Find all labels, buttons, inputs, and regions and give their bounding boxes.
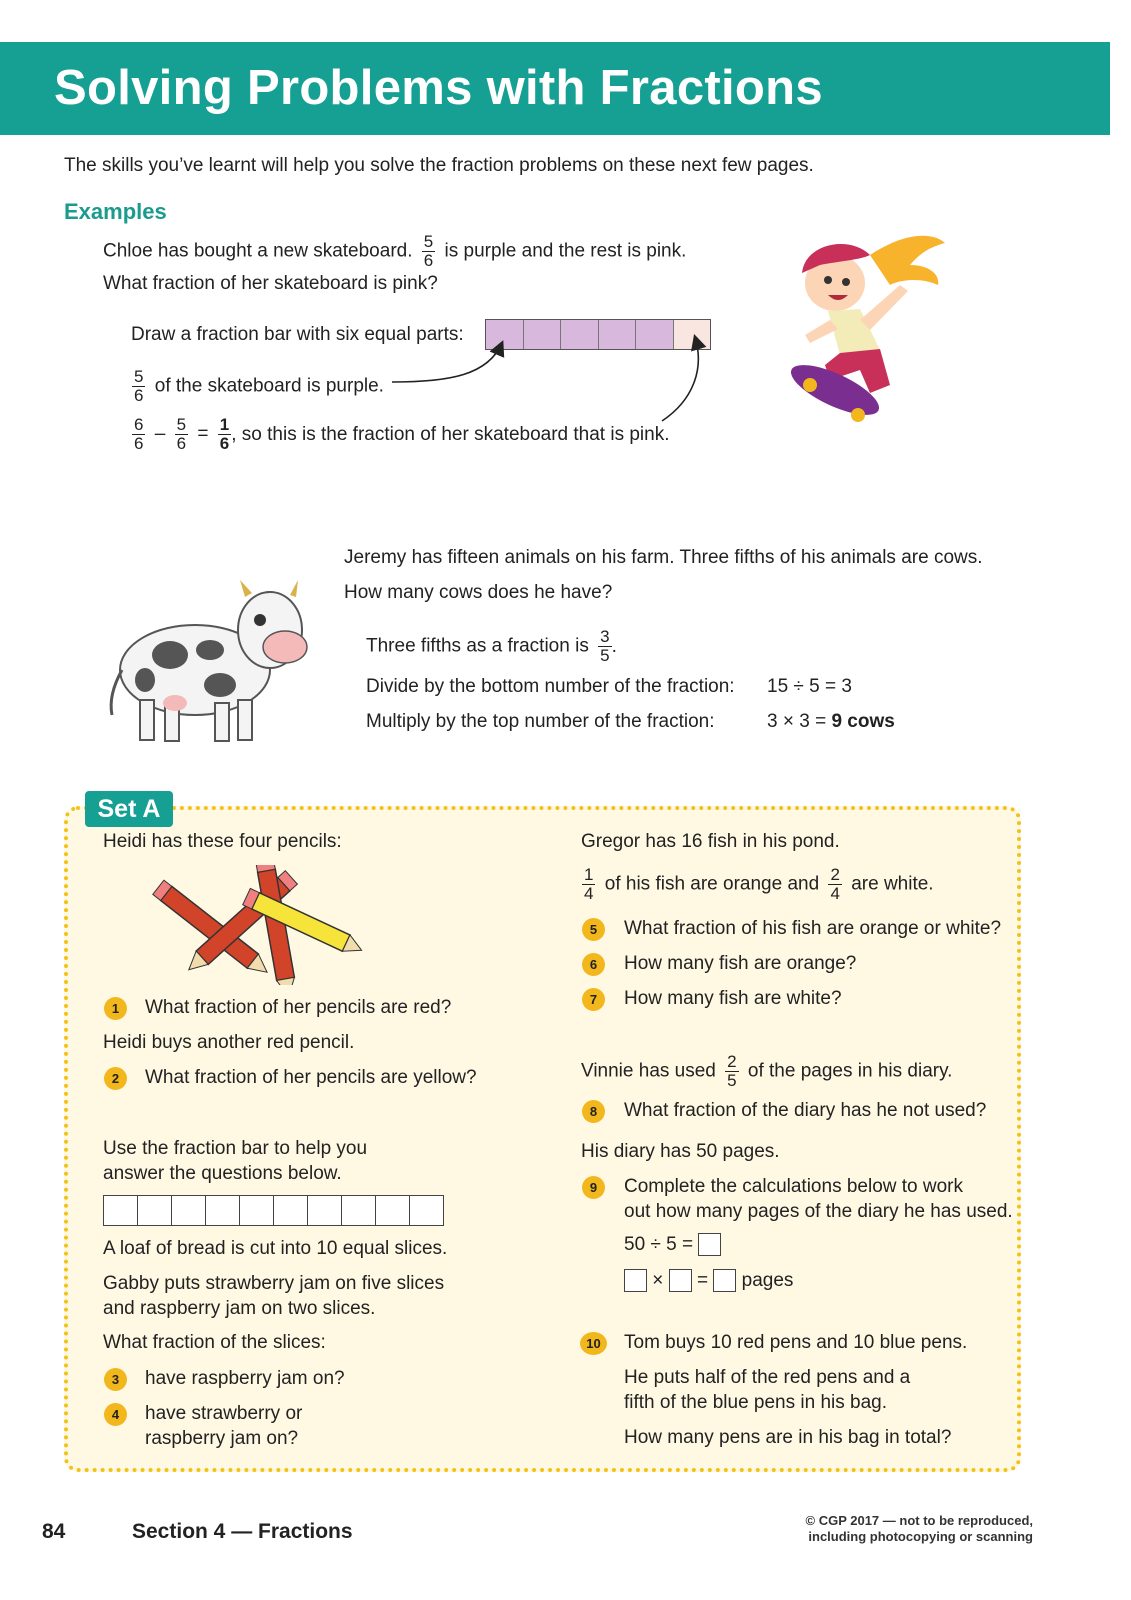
bar-cell — [206, 1196, 240, 1225]
answer-box[interactable] — [624, 1269, 647, 1292]
gabby-line2: and raspberry jam on two slices. — [103, 1298, 376, 1319]
skateboarder-illustration — [780, 225, 950, 440]
step3-answer: 9 cows — [831, 711, 895, 732]
page-title: Solving Problems with Fractions — [54, 61, 823, 115]
arrow-purple — [392, 343, 502, 382]
example2-question: How many cows does he have? — [344, 582, 613, 603]
question-10-line1: Tom buys 10 red pens and 10 blue pens. — [624, 1332, 968, 1353]
question-4-line2: raspberry jam on? — [145, 1428, 299, 1449]
minus-sign: – — [154, 423, 166, 445]
arrow-pink — [662, 337, 698, 421]
diary-text: His diary has 50 pages. — [581, 1141, 780, 1162]
fraction-six-sixths: $\frac{6}{6}$ — [134, 415, 144, 453]
copyright-line1: © CGP 2017 — not to be reproduced, — [805, 1513, 1033, 1528]
page-number: 84 — [42, 1520, 66, 1543]
fraction-three-fifths: $\frac{3}{5}$ — [600, 627, 610, 665]
question-number-4: 4 — [104, 1403, 127, 1426]
question-7: How many fish are white? — [624, 988, 842, 1009]
example1-question: What fraction of her skateboard is pink? — [103, 273, 438, 294]
pencils-illustration — [145, 865, 370, 985]
bar-cell — [342, 1196, 376, 1225]
example2-step3-calc — [767, 710, 895, 734]
step3-calc: 3 × 3 = — [767, 711, 827, 732]
fraction-bar-tenths — [103, 1195, 444, 1226]
gabby-line1: Gabby puts strawberry jam on five slices — [103, 1273, 445, 1294]
answer-box[interactable] — [698, 1233, 721, 1256]
example1-line1-start: Chloe has bought a new skateboard. — [103, 240, 413, 262]
question-number-9: 9 — [582, 1176, 605, 1199]
fraction-five-sixths: $\frac{5}{6}$ — [423, 232, 434, 270]
fraction-five-sixths: $\frac{5}{6}$ — [176, 415, 187, 453]
times-sign: × — [652, 1270, 664, 1291]
bar-cell — [274, 1196, 308, 1225]
question-10-line3: fifth of the blue pens in his bag. — [624, 1392, 888, 1413]
gregor-mid-text: of his fish are orange and — [604, 873, 820, 895]
set-a-label: Set A — [85, 791, 173, 827]
example2-line1: Jeremy has fifteen animals on his farm. Three fifths of his animals are cows. — [344, 547, 983, 568]
bar-help-line2: answer the questions below. — [103, 1163, 342, 1184]
bar-cell — [138, 1196, 172, 1225]
question-number-1: 1 — [104, 997, 127, 1020]
calc1-text: 50 ÷ 5 = — [624, 1234, 694, 1255]
question-number-5: 5 — [582, 918, 605, 941]
copyright-notice — [760, 1513, 1033, 1545]
equals-sign: = — [696, 1270, 709, 1291]
example1-line1 — [103, 233, 686, 270]
gregor-end-text: are white. — [851, 873, 934, 895]
loaf-text: A loaf of bread is cut into 10 equal slices. — [103, 1238, 448, 1259]
example2-step1: Three fifths as a fraction is $\frac{3}{5}$ . — [366, 627, 617, 665]
bar-cell — [240, 1196, 274, 1225]
question-9-line2: out how many pages of the diary he has used. — [624, 1201, 1013, 1222]
bar-cell — [172, 1196, 206, 1225]
purple-statement-text: of the skateboard is purple. — [154, 375, 384, 397]
bar-cell — [104, 1196, 138, 1225]
example2-step2-calc: 15 ÷ 5 = 3 — [767, 676, 852, 697]
calc-line2 — [624, 1269, 793, 1293]
cow-illustration — [100, 575, 320, 750]
copyright-line2: including photocopying or scanning — [808, 1529, 1033, 1544]
question-2: What fraction of her pencils are yellow? — [145, 1067, 477, 1088]
vinnie-start: Vinnie has used — [581, 1060, 716, 1082]
pages-label: pages — [741, 1270, 794, 1291]
step1-text: Three fifths as a fraction is — [366, 635, 589, 657]
fraction-one-quarter: $\frac{1}{4}$ — [584, 865, 594, 903]
question-number-6: 6 — [582, 953, 605, 976]
equals-sign: = — [197, 423, 209, 445]
section-label: Section 4 — Fractions — [132, 1520, 353, 1543]
question-number-2: 2 — [104, 1067, 127, 1090]
question-3: have raspberry jam on? — [145, 1368, 345, 1389]
fraction-two-quarters: $\frac{2}{4}$ — [830, 865, 840, 903]
question-6: How many fish are orange? — [624, 953, 857, 974]
question-5: What fraction of his fish are orange or white? — [624, 918, 1002, 939]
question-number-10: 10 — [580, 1332, 607, 1355]
answer-box[interactable] — [669, 1269, 692, 1292]
bar-instruction: Draw a fraction bar with six equal parts: — [131, 324, 464, 345]
question-4-line1: have strawberry or — [145, 1403, 303, 1424]
example1-line1-end: is purple and the rest is pink. — [444, 240, 687, 262]
calc-line1 — [624, 1233, 721, 1257]
gregor-intro: Gregor has 16 fish in his pond. — [581, 831, 840, 852]
question-number-3: 3 — [104, 1368, 127, 1391]
bar-cell — [308, 1196, 342, 1225]
bar-cell — [410, 1196, 443, 1225]
heidi-buys: Heidi buys another red pencil. — [103, 1032, 355, 1053]
gregor-fractions — [578, 866, 934, 903]
question-10-line2: He puts half of the red pens and a — [624, 1367, 911, 1388]
intro-text: The skills you’ve learnt will help you solve the fraction problems on these next few pages. — [64, 155, 814, 176]
bar-cell — [376, 1196, 410, 1225]
vinnie-intro — [581, 1053, 952, 1090]
example2-step2-text: Divide by the bottom number of the fraction: — [366, 676, 735, 697]
answer-box[interactable] — [713, 1269, 736, 1292]
question-10-line4: How many pens are in his bag in total? — [624, 1427, 952, 1448]
question-number-7: 7 — [582, 988, 605, 1011]
fraction-five-sixths: $\frac{5}{6}$ — [134, 367, 144, 405]
fraction-one-sixth: $\frac{1}{6}$ — [219, 415, 230, 453]
heidi-intro: Heidi has these four pencils: — [103, 831, 342, 852]
question-1: What fraction of her pencils are red? — [145, 997, 452, 1018]
purple-statement — [128, 368, 384, 405]
what-fraction-text: What fraction of the slices: — [103, 1332, 326, 1353]
pink-result-text: , so this is the fraction of her skateboard that is pink. — [231, 423, 670, 445]
question-8: What fraction of the diary has he not used? — [624, 1100, 987, 1121]
question-number-8: 8 — [582, 1100, 605, 1123]
vinnie-end: of the pages in his diary. — [747, 1060, 953, 1082]
question-9-line1: Complete the calculations below to work — [624, 1176, 964, 1197]
examples-heading: Examples — [64, 199, 167, 224]
fraction-two-fifths: $\frac{2}{5}$ — [727, 1052, 737, 1090]
bar-help-line1: Use the fraction bar to help you — [103, 1138, 368, 1159]
pointer-arrows — [380, 325, 720, 425]
example2-step3-text: Multiply by the top number of the fraction: — [366, 711, 715, 732]
